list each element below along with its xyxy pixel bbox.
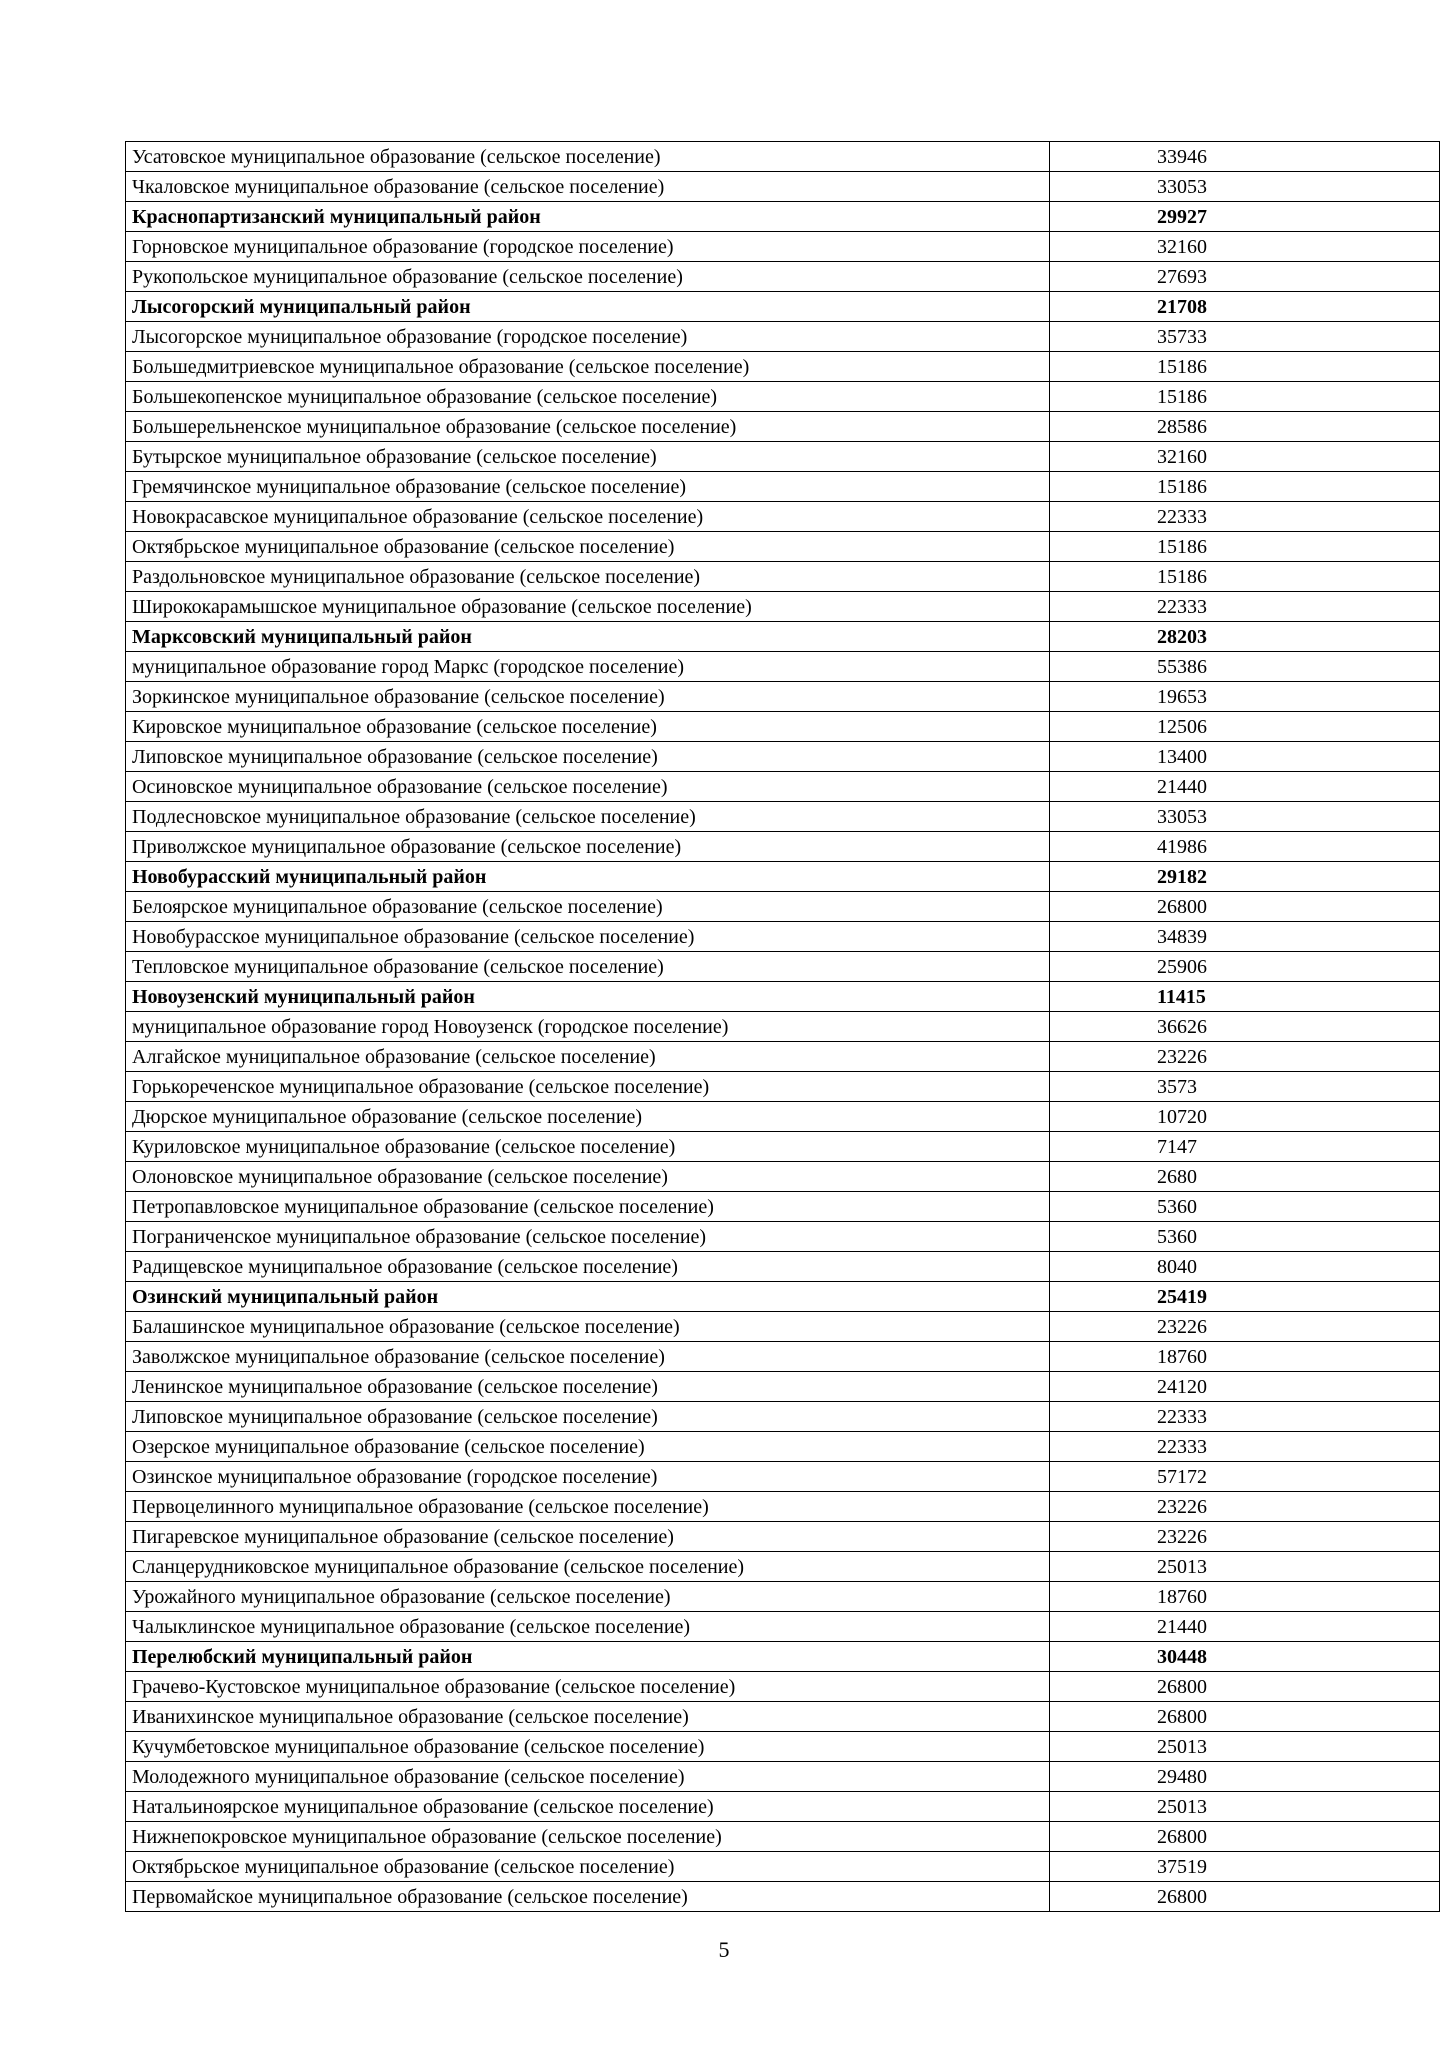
municipality-name: Первомайское муниципальное образование (сельское поселение) [126,1882,1050,1912]
municipality-name: Сланцерудниковское муниципальное образование (сельское поселение) [126,1552,1050,1582]
table-row [126,1012,1440,1042]
table-row [126,1822,1440,1852]
municipality-value: 26800 [1050,1822,1440,1852]
table-row [126,1882,1440,1912]
district-row [126,982,1440,1012]
municipality-value: 10720 [1050,1102,1440,1132]
table-row [126,1132,1440,1162]
table-row [126,1672,1440,1702]
municipality-value: 26800 [1050,892,1440,922]
municipalities-table [125,141,1440,1912]
municipality-name: Ширококарамышское муниципальное образование (сельское поселение) [126,592,1050,622]
municipality-value: 21440 [1050,1612,1440,1642]
table-body [126,142,1440,1912]
municipality-value: 23226 [1050,1492,1440,1522]
municipality-value: 19653 [1050,682,1440,712]
table-row [126,1402,1440,1432]
table-row [126,1702,1440,1732]
municipality-name: Перелюбский муниципальный район [126,1642,1050,1672]
municipality-value: 18760 [1050,1342,1440,1372]
municipality-value: 25013 [1050,1732,1440,1762]
district-row [126,292,1440,322]
municipality-value: 22333 [1050,1432,1440,1462]
municipality-name: Озинский муниципальный район [126,1282,1050,1312]
table-row [126,742,1440,772]
municipality-value: 33053 [1050,172,1440,202]
table-row [126,772,1440,802]
municipality-name: Радищевское муниципальное образование (сельское поселение) [126,1252,1050,1282]
district-row [126,622,1440,652]
table-row [126,352,1440,382]
municipality-name: Большедмитриевское муниципальное образование (сельское поселение) [126,352,1050,382]
municipality-value: 33053 [1050,802,1440,832]
municipality-name: Белоярское муниципальное образование (сельское поселение) [126,892,1050,922]
municipality-name: Новобурасское муниципальное образование (сельское поселение) [126,922,1050,952]
table-row [126,1792,1440,1822]
municipality-value: 41986 [1050,832,1440,862]
municipality-name: Большекопенское муниципальное образование (сельское поселение) [126,382,1050,412]
table-row [126,1552,1440,1582]
table-row [126,532,1440,562]
municipality-value: 37519 [1050,1852,1440,1882]
table-row [126,442,1440,472]
table-row [126,712,1440,742]
municipality-name: Нижнепокровское муниципальное образование (сельское поселение) [126,1822,1050,1852]
municipality-name: Осиновское муниципальное образование (сельское поселение) [126,772,1050,802]
table-row [126,172,1440,202]
municipality-name: муниципальное образование город Маркс (городское поселение) [126,652,1050,682]
municipality-value: 15186 [1050,352,1440,382]
municipality-name: Тепловское муниципальное образование (сельское поселение) [126,952,1050,982]
table-row [126,1432,1440,1462]
municipality-value: 32160 [1050,442,1440,472]
municipality-value: 2680 [1050,1162,1440,1192]
municipality-name: Петропавловское муниципальное образование (сельское поселение) [126,1192,1050,1222]
municipality-name: Приволжское муниципальное образование (сельское поселение) [126,832,1050,862]
municipality-value: 23226 [1050,1042,1440,1072]
municipality-name: Ленинское муниципальное образование (сельское поселение) [126,1372,1050,1402]
municipality-value: 5360 [1050,1192,1440,1222]
district-row [126,1282,1440,1312]
municipality-name: Урожайного муниципальное образование (сельское поселение) [126,1582,1050,1612]
municipality-value: 23226 [1050,1312,1440,1342]
table-row [126,1762,1440,1792]
table-row [126,952,1440,982]
municipality-name: Иванихинское муниципальное образование (сельское поселение) [126,1702,1050,1732]
table-row [126,1492,1440,1522]
municipality-value: 57172 [1050,1462,1440,1492]
municipality-name: муниципальное образование город Новоузенск (городское поселение) [126,1012,1050,1042]
municipality-name: Новокрасавское муниципальное образование (сельское поселение) [126,502,1050,532]
municipality-value: 13400 [1050,742,1440,772]
municipality-name: Пограниченское муниципальное образование (сельское поселение) [126,1222,1050,1252]
municipality-name: Заволжское муниципальное образование (сельское поселение) [126,1342,1050,1372]
municipality-value: 33946 [1050,142,1440,172]
table-row [126,1342,1440,1372]
municipality-value: 29182 [1050,862,1440,892]
table-row [126,1312,1440,1342]
municipality-name: Октябрьское муниципальное образование (сельское поселение) [126,1852,1050,1882]
municipality-value: 25419 [1050,1282,1440,1312]
table-row [126,1612,1440,1642]
municipality-name: Озинское муниципальное образование (городское поселение) [126,1462,1050,1492]
municipality-name: Олоновское муниципальное образование (сельское поселение) [126,1162,1050,1192]
municipality-name: Подлесновское муниципальное образование (сельское поселение) [126,802,1050,832]
municipality-value: 15186 [1050,562,1440,592]
table-row [126,502,1440,532]
table-row [126,1222,1440,1252]
table-row [126,142,1440,172]
municipality-value: 21708 [1050,292,1440,322]
municipality-value: 7147 [1050,1132,1440,1162]
municipality-value: 22333 [1050,592,1440,622]
municipality-name: Раздольновское муниципальное образование (сельское поселение) [126,562,1050,592]
municipality-name: Липовское муниципальное образование (сельское поселение) [126,742,1050,772]
municipality-name: Новоузенский муниципальный район [126,982,1050,1012]
municipality-name: Лысогорский муниципальный район [126,292,1050,322]
table-row [126,802,1440,832]
table-row [126,922,1440,952]
municipality-value: 22333 [1050,502,1440,532]
municipality-value: 32160 [1050,232,1440,262]
municipality-name: Краснопартизанский муниципальный район [126,202,1050,232]
municipality-name: Лысогорское муниципальное образование (городское поселение) [126,322,1050,352]
table-row [126,382,1440,412]
table-row [126,1072,1440,1102]
table-row [126,1102,1440,1132]
municipality-name: Большерельненское муниципальное образование (сельское поселение) [126,412,1050,442]
municipality-value: 3573 [1050,1072,1440,1102]
page-number: 5 [718,1937,730,1962]
table-row [126,1372,1440,1402]
municipality-name: Молодежного муниципальное образование (сельское поселение) [126,1762,1050,1792]
table-row [126,1462,1440,1492]
district-row [126,862,1440,892]
municipality-name: Куриловское муниципальное образование (сельское поселение) [126,1132,1050,1162]
municipality-name: Чкаловское муниципальное образование (сельское поселение) [126,172,1050,202]
table-row [126,832,1440,862]
municipality-name: Кировское муниципальное образование (сельское поселение) [126,712,1050,742]
municipality-value: 11415 [1050,982,1440,1012]
table-row [126,562,1440,592]
municipality-value: 15186 [1050,472,1440,502]
district-row [126,1642,1440,1672]
municipality-name: Новобурасский муниципальный район [126,862,1050,892]
municipality-value: 22333 [1050,1402,1440,1432]
table-row [126,892,1440,922]
municipality-name: Грачево-Кустовское муниципальное образование (сельское поселение) [126,1672,1050,1702]
municipality-value: 29480 [1050,1762,1440,1792]
municipality-value: 30448 [1050,1642,1440,1672]
municipality-value: 25013 [1050,1552,1440,1582]
municipality-name: Липовское муниципальное образование (сельское поселение) [126,1402,1050,1432]
municipality-value: 15186 [1050,382,1440,412]
municipality-value: 34839 [1050,922,1440,952]
municipality-name: Бутырское муниципальное образование (сельское поселение) [126,442,1050,472]
municipality-value: 28586 [1050,412,1440,442]
table-row [126,322,1440,352]
municipality-value: 26800 [1050,1702,1440,1732]
table-row [126,232,1440,262]
table-row [126,1522,1440,1552]
municipality-name: Горновское муниципальное образование (городское поселение) [126,232,1050,262]
municipality-value: 55386 [1050,652,1440,682]
table-row [126,1852,1440,1882]
municipality-name: Усатовское муниципальное образование (сельское поселение) [126,142,1050,172]
municipality-value: 27693 [1050,262,1440,292]
municipality-value: 26800 [1050,1882,1440,1912]
table-row [126,1192,1440,1222]
municipality-value: 28203 [1050,622,1440,652]
municipality-name: Горькореченское муниципальное образование (сельское поселение) [126,1072,1050,1102]
municipality-value: 18760 [1050,1582,1440,1612]
municipality-value: 25906 [1050,952,1440,982]
municipality-value: 12506 [1050,712,1440,742]
table-row [126,472,1440,502]
table-row [126,1252,1440,1282]
municipality-name: Зоркинское муниципальное образование (сельское поселение) [126,682,1050,712]
table-row [126,412,1440,442]
municipality-value: 23226 [1050,1522,1440,1552]
municipality-name: Марксовский муниципальный район [126,622,1050,652]
municipality-name: Озерское муниципальное образование (сельское поселение) [126,1432,1050,1462]
table-row [126,1162,1440,1192]
municipality-value: 36626 [1050,1012,1440,1042]
municipality-value: 5360 [1050,1222,1440,1252]
table-row [126,592,1440,622]
table-row [126,1582,1440,1612]
table-row [126,262,1440,292]
municipality-name: Дюрское муниципальное образование (сельское поселение) [126,1102,1050,1132]
table-row [126,682,1440,712]
municipality-name: Рукопольское муниципальное образование (сельское поселение) [126,262,1050,292]
district-row [126,202,1440,232]
municipality-value: 29927 [1050,202,1440,232]
table-row [126,1042,1440,1072]
municipality-name: Кучумбетовское муниципальное образование (сельское поселение) [126,1732,1050,1762]
municipality-name: Чалыклинское муниципальное образование (сельское поселение) [126,1612,1050,1642]
municipality-value: 8040 [1050,1252,1440,1282]
municipality-value: 24120 [1050,1372,1440,1402]
municipality-value: 35733 [1050,322,1440,352]
municipality-name: Натальиноярское муниципальное образование (сельское поселение) [126,1792,1050,1822]
municipality-value: 15186 [1050,532,1440,562]
municipality-value: 25013 [1050,1792,1440,1822]
municipality-value: 21440 [1050,772,1440,802]
municipality-name: Балашинское муниципальное образование (сельское поселение) [126,1312,1050,1342]
municipality-name: Алгайское муниципальное образование (сельское поселение) [126,1042,1050,1072]
table-row [126,652,1440,682]
table-row [126,1732,1440,1762]
municipality-name: Октябрьское муниципальное образование (сельское поселение) [126,532,1050,562]
municipality-name: Пигаревское муниципальное образование (сельское поселение) [126,1522,1050,1552]
municipality-value: 26800 [1050,1672,1440,1702]
municipality-name: Гремячинское муниципальное образование (сельское поселение) [126,472,1050,502]
municipality-name: Первоцелинного муниципальное образование (сельское поселение) [126,1492,1050,1522]
